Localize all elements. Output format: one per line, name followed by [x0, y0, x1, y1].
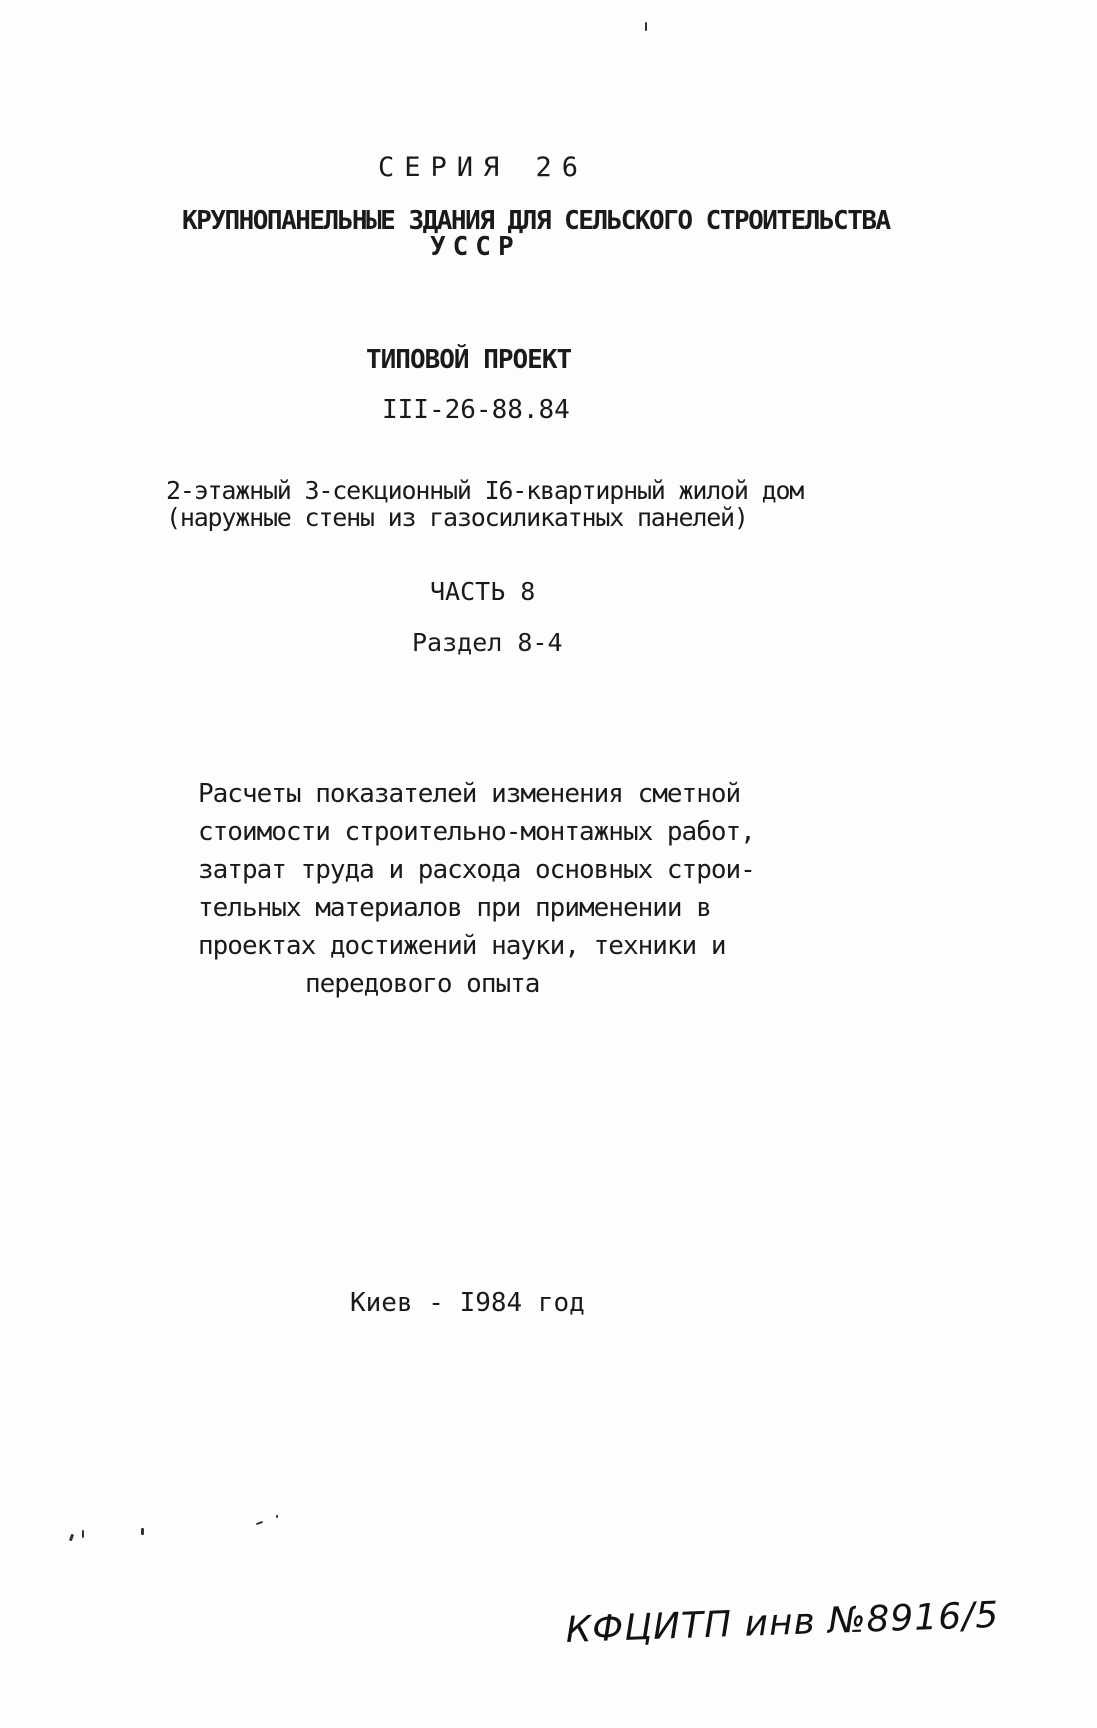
- place-and-year: Киев - I984 год: [350, 1288, 585, 1318]
- project-label: ТИПОВОЙ ПРОЕКТ: [366, 345, 572, 375]
- series-title-line2: УССР: [430, 232, 521, 262]
- body-text-line: передового опыта: [305, 969, 540, 999]
- scan-speck: [82, 1530, 84, 1538]
- section-label: Раздел 8-4: [412, 628, 563, 657]
- project-description-line2: (наружные стены из газосиликатных панелей): [166, 503, 748, 532]
- inventory-stamp: КФЦИТП инв №8916/5: [565, 1594, 1000, 1651]
- body-text-line: проектах достижений науки, техники и: [198, 931, 726, 961]
- scan-speck: [645, 22, 647, 31]
- part-label: ЧАСТЬ 8: [430, 577, 536, 606]
- project-description-line1: 2-этажный 3-секционный I6-квартирный жилой дом: [166, 476, 804, 505]
- scan-speck: [141, 1528, 144, 1535]
- body-text-line: затрат труда и расхода основных строи-: [198, 855, 755, 885]
- series-title-line1: КРУПНОПАНЕЛЬНЫЕ ЗДАНИЯ ДЛЯ СЕЛЬСКОГО СТРОИТЕЛЬСТВА: [182, 206, 890, 236]
- scan-speck: [256, 1521, 263, 1525]
- body-text-line: стоимости строительно-монтажных работ,: [198, 817, 755, 847]
- series-heading: СЕРИЯ 26: [378, 152, 589, 183]
- scan-speck: [276, 1515, 278, 1518]
- body-text-line: Расчеты показателей изменения сметной: [198, 779, 741, 809]
- scan-speck: [69, 1534, 74, 1542]
- body-text-line: тельных материалов при применении в: [198, 893, 711, 923]
- project-number: III-26-88.84: [382, 395, 570, 425]
